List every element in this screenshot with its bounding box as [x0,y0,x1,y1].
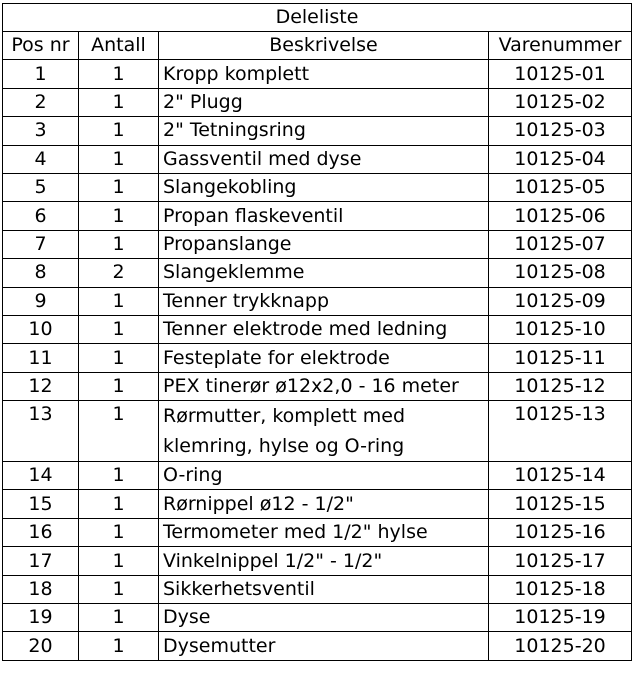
varenummer-cell: 10125-02 [489,88,632,116]
antall-cell: 1 [79,604,159,632]
pos-nr-cell: 7 [3,230,79,258]
antall-cell: 1 [79,173,159,201]
antall-cell: 2 [79,259,159,287]
pos-nr-cell: 1 [3,60,79,88]
table-row [3,632,632,660]
antall-cell: 1 [79,145,159,173]
beskrivelse-cell: Termometer med 1/2" hylse [159,518,489,546]
table-title: Deleliste [3,4,632,32]
table-row [3,88,632,116]
pos-nr-cell: 11 [3,344,79,372]
beskrivelse-cell: O-ring [159,462,489,490]
header-antall: Antall [79,32,159,60]
varenummer-cell: 10125-10 [489,315,632,343]
pos-nr-cell: 4 [3,145,79,173]
antall-cell: 1 [79,462,159,490]
pos-nr-cell: 14 [3,462,79,490]
varenummer-cell: 10125-06 [489,202,632,230]
pos-nr-cell: 13 [3,401,79,462]
antall-cell: 1 [79,490,159,518]
header-pos-nr: Pos nr [3,32,79,60]
antall-cell: 1 [79,60,159,88]
table-row [3,287,632,315]
header-beskrivelse: Beskrivelse [159,32,489,60]
table-row [3,315,632,343]
varenummer-cell: 10125-09 [489,287,632,315]
beskrivelse-cell: Kropp komplett [159,60,489,88]
varenummer-cell: 10125-18 [489,575,632,603]
table-row [3,372,632,400]
varenummer-cell: 10125-11 [489,344,632,372]
varenummer-cell: 10125-17 [489,547,632,575]
antall-cell: 1 [79,575,159,603]
varenummer-cell: 10125-08 [489,259,632,287]
antall-cell: 1 [79,315,159,343]
table-row [3,259,632,287]
pos-nr-cell: 8 [3,259,79,287]
parts-rows [3,60,632,660]
varenummer-cell: 10125-03 [489,117,632,145]
table-row [3,518,632,546]
antall-cell: 1 [79,632,159,660]
varenummer-cell: 10125-01 [489,60,632,88]
varenummer-cell: 10125-15 [489,490,632,518]
pos-nr-cell: 20 [3,632,79,660]
beskrivelse-cell: Sikkerhetsventil [159,575,489,603]
table-row [3,145,632,173]
table-row [3,230,632,258]
title-row [3,4,632,32]
beskrivelse-cell: Slangekobling [159,173,489,201]
varenummer-cell: 10125-12 [489,372,632,400]
pos-nr-cell: 19 [3,604,79,632]
pos-nr-cell: 10 [3,315,79,343]
antall-cell: 1 [79,344,159,372]
pos-nr-cell: 15 [3,490,79,518]
beskrivelse-cell: Festeplate for elektrode [159,344,489,372]
pos-nr-cell: 2 [3,88,79,116]
table-row [3,202,632,230]
beskrivelse-cell: 2" Plugg [159,88,489,116]
pos-nr-cell: 17 [3,547,79,575]
beskrivelse-cell: Rørmutter, komplett med klemring, hylse og O-ring [159,401,489,462]
varenummer-cell: 10125-05 [489,173,632,201]
pos-nr-cell: 3 [3,117,79,145]
table-row [3,547,632,575]
antall-cell: 1 [79,547,159,575]
varenummer-cell: 10125-14 [489,462,632,490]
antall-cell: 1 [79,518,159,546]
pos-nr-cell: 18 [3,575,79,603]
parts-list-table [2,3,632,661]
pos-nr-cell: 5 [3,173,79,201]
varenummer-cell: 10125-16 [489,518,632,546]
beskrivelse-cell: Propanslange [159,230,489,258]
beskrivelse-cell: 2" Tetningsring [159,117,489,145]
pos-nr-cell: 9 [3,287,79,315]
table-row [3,60,632,88]
table-row [3,575,632,603]
table-row [3,401,632,462]
pos-nr-cell: 6 [3,202,79,230]
varenummer-cell: 10125-07 [489,230,632,258]
beskrivelse-cell: Tenner elektrode med ledning [159,315,489,343]
table-row [3,462,632,490]
beskrivelse-cell: Dyse [159,604,489,632]
beskrivelse-cell: Vinkelnippel 1/2" - 1/2" [159,547,489,575]
beskrivelse-cell: Gassventil med dyse [159,145,489,173]
beskrivelse-cell: Rørnippel ø12 - 1/2" [159,490,489,518]
varenummer-cell: 10125-13 [489,401,632,462]
antall-cell: 1 [79,287,159,315]
header-varenummer: Varenummer [489,32,632,60]
varenummer-cell: 10125-20 [489,632,632,660]
antall-cell: 1 [79,202,159,230]
table-row [3,173,632,201]
table-row [3,344,632,372]
varenummer-cell: 10125-19 [489,604,632,632]
pos-nr-cell: 12 [3,372,79,400]
table-row [3,604,632,632]
varenummer-cell: 10125-04 [489,145,632,173]
antall-cell: 1 [79,401,159,462]
pos-nr-cell: 16 [3,518,79,546]
beskrivelse-cell: PEX tinerør ø12x2,0 - 16 meter [159,372,489,400]
beskrivelse-cell: Tenner trykknapp [159,287,489,315]
antall-cell: 1 [79,88,159,116]
beskrivelse-cell: Propan flaskeventil [159,202,489,230]
antall-cell: 1 [79,117,159,145]
beskrivelse-cell: Dysemutter [159,632,489,660]
table-row [3,117,632,145]
table-row [3,490,632,518]
beskrivelse-cell: Slangeklemme [159,259,489,287]
antall-cell: 1 [79,230,159,258]
header-row [3,32,632,60]
antall-cell: 1 [79,372,159,400]
